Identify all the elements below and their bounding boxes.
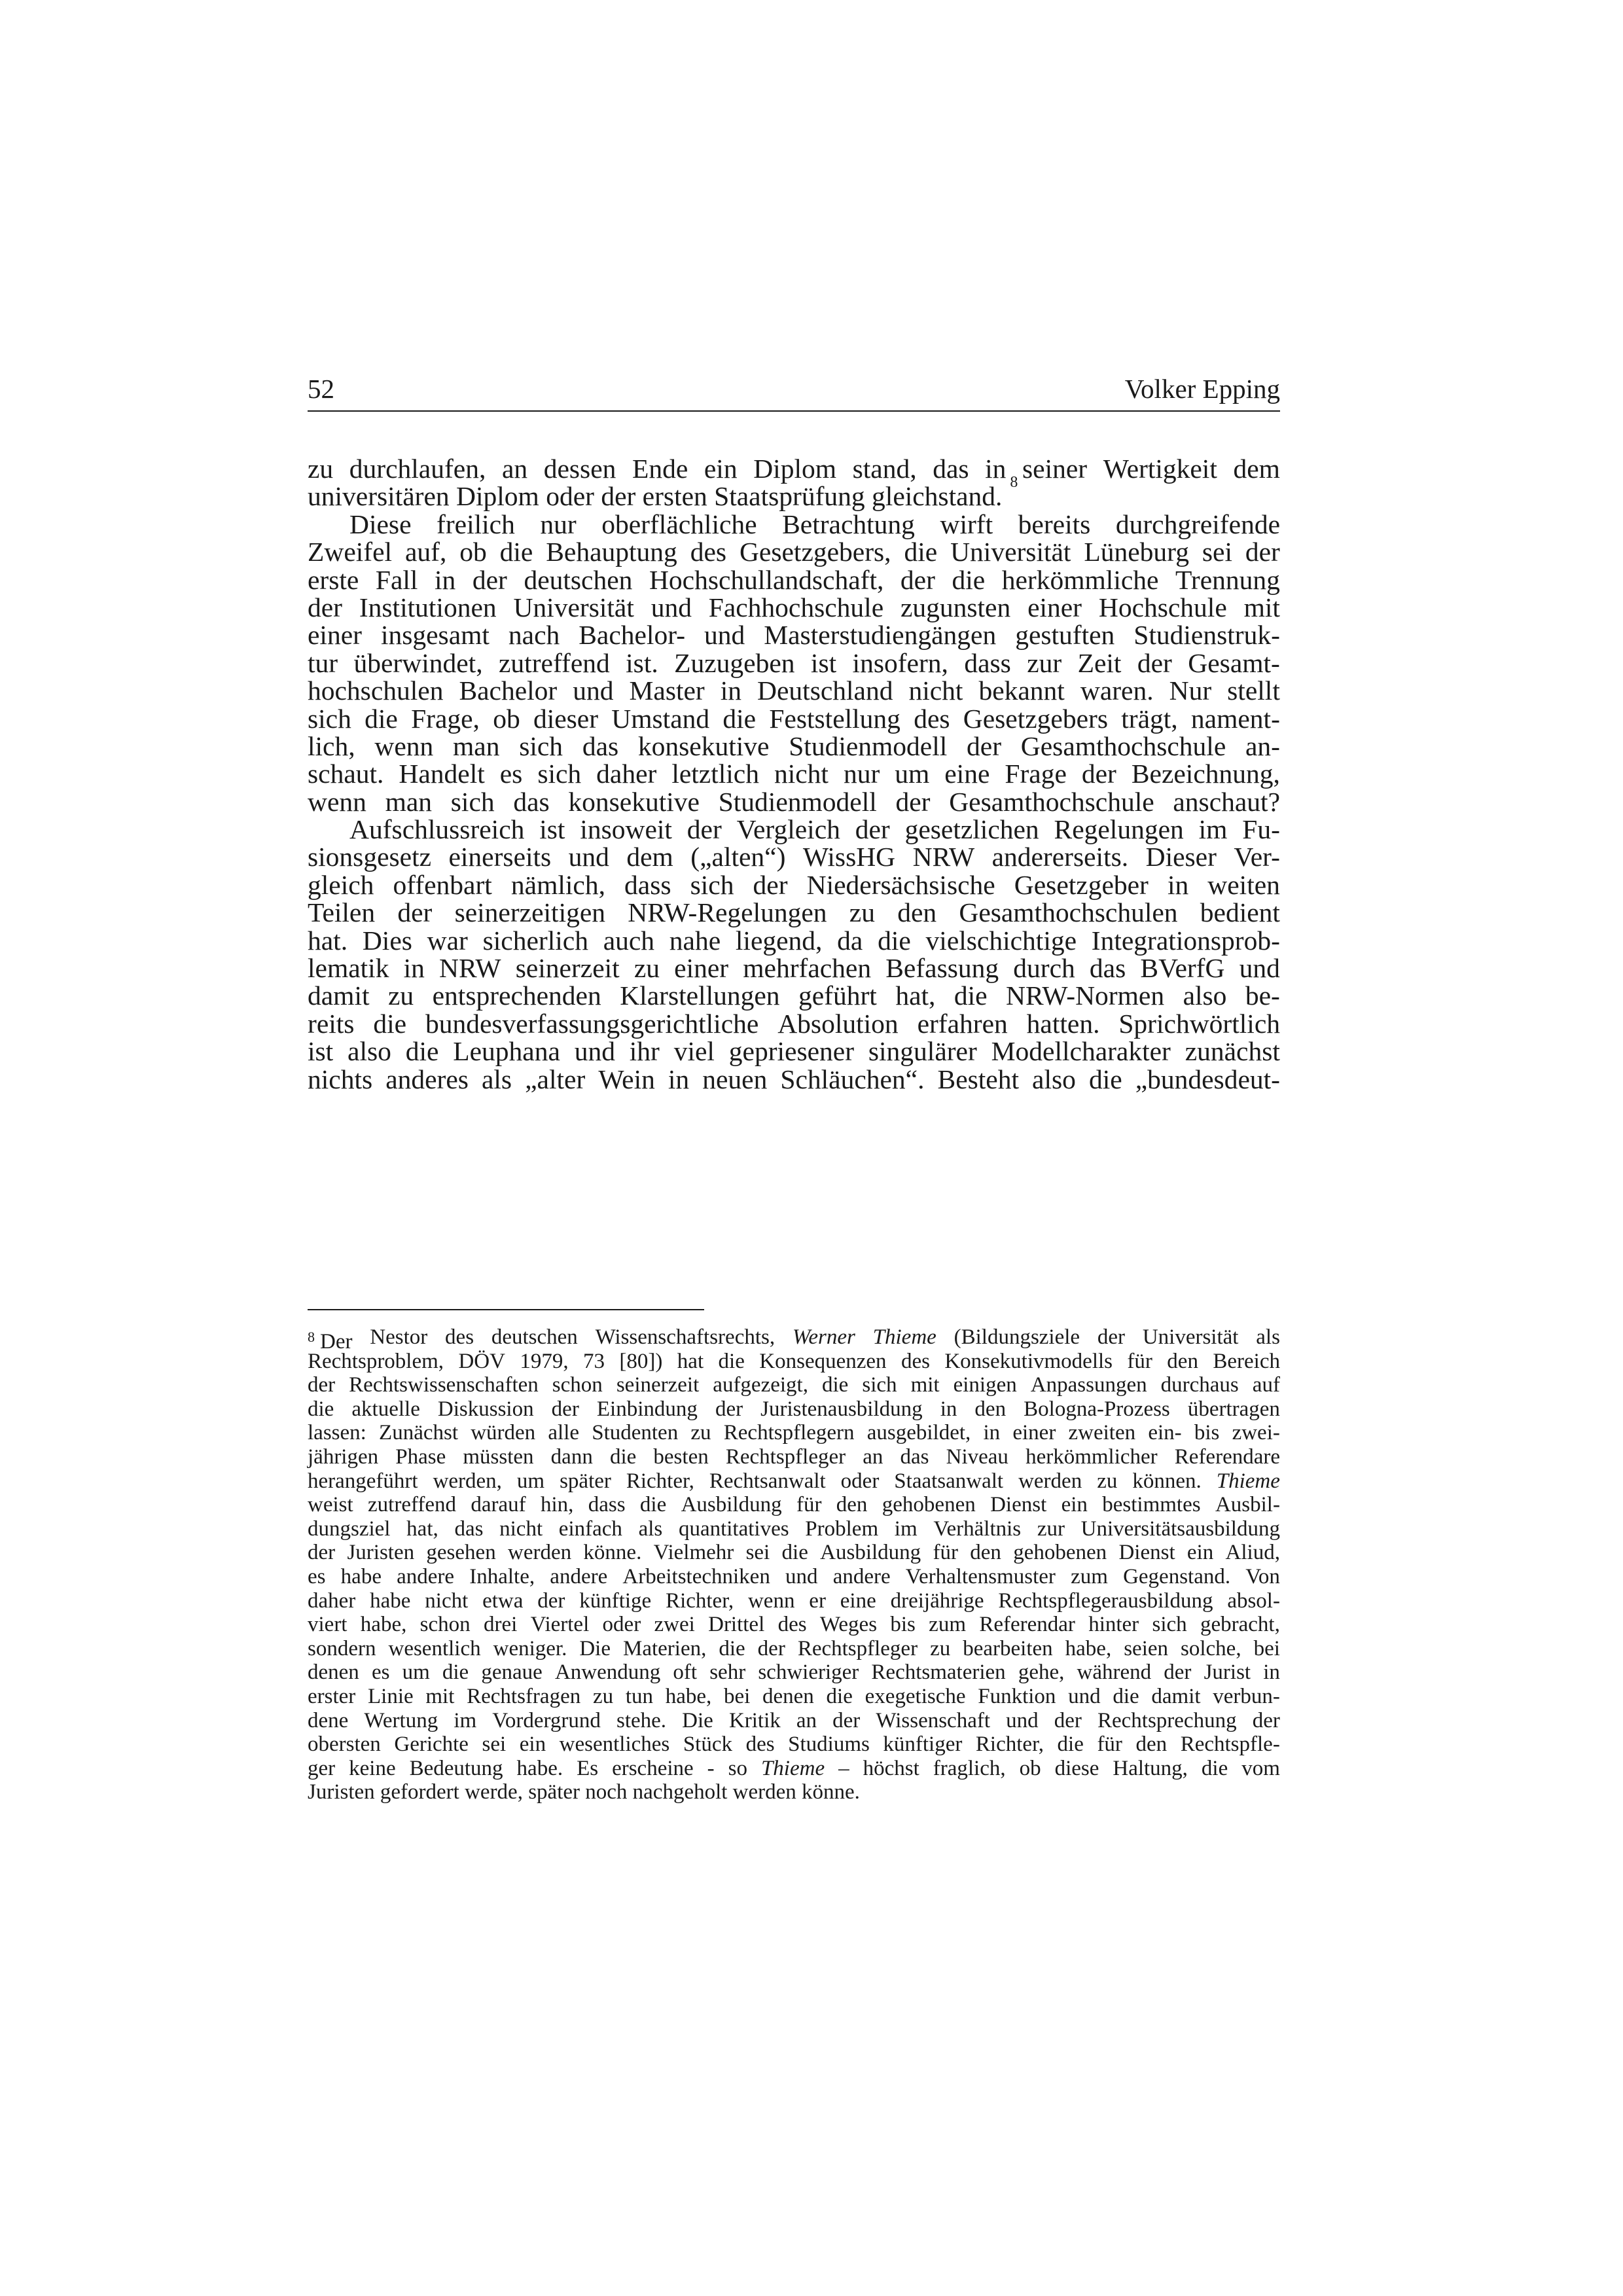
text-line: erste Fall in der deutschen Hochschullandschaft, der die herkömmliche Trennung [308,564,1280,595]
text-line: Zweifel auf, ob die Behauptung des Gesetzgebers, die Universität Lüneburg sei der [308,537,1280,567]
text-line: schaut. Handelt es sich daher letztlich nicht nur um eine Frage der Bezeichnung, [308,759,1280,789]
text-line [308,1780,1280,1804]
text-line: viert habe, schon drei Viertel oder zwei Drittel des Weges bis zum Referendar hinter sich gebracht, [308,1613,1280,1637]
text-line: weist zutreffend darauf hin, dass die Ausbildung für den gehobenen Dienst ein bestimmtes Ausbil- [308,1493,1280,1517]
text-line: einer insgesamt nach Bachelor- und Masterstudiengängen gestuften Studienstruk- [308,620,1280,651]
text-line: obersten Gerichte sei ein wesentliches Stück des Studiums künftiger Richter, die für den Rechtspfle- [308,1732,1280,1757]
main-text [308,455,1280,1093]
text-line: tur überwindet, zutreffend ist. Zuzugeben ist insofern, dass zur Zeit der Gesamt- [308,647,1280,678]
text-line: damit zu entsprechenden Klarstellungen geführt hat, die NRW-Normen also be- [308,980,1280,1011]
text-line: lematik in NRW seinerzeit zu einer mehrfachen Befassung durch das BVerfG und [308,953,1280,984]
text-line: Teilen der seinerzeitigen NRW-Regelungen zu den Gesamthochschulen bedient [308,897,1280,928]
page-header [308,370,1280,412]
text-line: erster Linie mit Rechtsfragen zu tun habe, bei denen die exegetische Funktion und die damit verbun- [308,1684,1280,1708]
text-line: hochschulen Bachelor und Master in Deutschland nicht bekannt waren. Nur stellt [308,675,1280,706]
text-line: hat. Dies war sicherlich auch nahe liegend, da die vielschichtige Integrationsprob- [308,925,1280,956]
text-line: $^8$ Der Nestor des deutschen Wissenschaftsrechts, Werner Thieme (Bildungsziele der Universität als [308,1325,1280,1354]
text-line: dungsziel hat, das nicht einfach als quantitatives Problem im Verhältnis zur Universitätsausbildung [308,1516,1280,1541]
text-line: sondern wesentlich weniger. Die Materien, die der Rechtspfleger zu bearbeiten habe, seien solche, bei [308,1636,1280,1660]
text-line: sionsgesetz einerseits und dem („alten“) WissHG NRW andererseits. Dieser Ver- [308,842,1280,872]
paragraph-1 [308,455,1280,511]
footnote-number: 8 [308,1329,315,1345]
text-line: wenn man sich das konsekutive Studienmodell der Gesamthochschule anschaut? [308,786,1280,817]
text-line: Aufschlussreich ist insoweit der Vergleich der gesetzlichen Regelungen im Fu- [349,814,1280,845]
paragraph-3 [308,816,1280,1093]
paragraph-2 [308,511,1280,816]
text-line: reits die bundesverfassungsgerichtliche Absolution erfahren hatten. Sprichwörtlich [308,1008,1280,1039]
text-line-content: Juristen gefordert werde, später noch nachgeholt werden könne. [308,1780,860,1804]
text-line: Rechtsproblem, DÖV 1979, 73 [80]) hat die Konsequenzen des Konsekutivmodells für den Bereich [308,1349,1280,1373]
text-line: ist also die Leuphana und ihr viel gepriesener singulärer Modellcharakter zunächst [308,1036,1280,1067]
text-line: jährigen Phase müssten dann die besten Rechtspfleger an das Niveau herkömmlicher Referendare [308,1444,1280,1469]
text-line: ger keine Bedeutung habe. Es erscheine - so Thieme – höchst fraglich, ob diese Haltung, die vom [308,1756,1280,1780]
page-number: 52 [308,374,334,404]
footnote-8 [308,1325,1280,1804]
text-line: zu durchlaufen, an dessen Ende ein Diplom stand, das in seiner Wertigkeit dem [308,454,1280,484]
footnote-reference[interactable]: 8 [1010,474,1018,492]
text-line-content: universitären Diplom oder der ersten Staatsprüfung gleichstand. [308,481,1003,512]
text-line: der Juristen gesehen werden könne. Vielmehr sei die Ausbildung für den gehobenen Dienst ein Aliud, [308,1541,1280,1565]
text-line: sich die Frage, ob dieser Umstand die Feststellung des Gesetzgebers trägt, nament- [308,703,1280,734]
text-line: lich, wenn man sich das konsekutive Studienmodell der Gesamthochschule an- [308,730,1280,761]
text-line: herangeführt werden, um später Richter, Rechtsanwalt oder Staatsanwalt werden zu können. Thieme [308,1469,1280,1493]
text-line: es habe andere Inhalte, andere Arbeitstechniken und andere Verhaltensmuster zum Gegenstand. Von [308,1564,1280,1588]
text-line: gleich offenbart nämlich, dass sich der Niedersächsische Gesetzgeber in weiten [308,869,1280,900]
text-line [308,474,1280,512]
text-line: nichts anderes als „alter Wein in neuen Schläuchen“. Besteht also die „bundesdeut- [308,1064,1280,1094]
text-line: daher habe nicht etwa der künftige Richter, wenn er eine dreijährige Rechtspflegerausbildung absol- [308,1588,1280,1613]
text-line: lassen: Zunächst würden alle Studenten zu Rechtspflegern ausgebildet, in einer zweiten ein- bis zwei- [308,1421,1280,1445]
text-line: der Institutionen Universität und Fachhochschule zugunsten einer Hochschule mit [308,592,1280,622]
text-line: denen es um die genaue Anwendung oft sehr schwieriger Rechtsmaterien gehe, während der Jurist in [308,1660,1280,1685]
text-line: der Rechtswissenschaften schon seinerzeit aufgezeigt, die sich mit einigen Anpassungen durchaus auf [308,1373,1280,1397]
text-line: Diese freilich nur oberflächliche Betrachtung wirft bereits durchgreifende [349,509,1280,539]
running-head-author: Volker Epping [1124,374,1280,404]
text-line: die aktuelle Diskussion der Einbindung der Juristenausbildung in den Bologna-Prozess übertragen [308,1397,1280,1421]
footnote-divider [308,1309,704,1310]
text-line: dene Wertung im Vordergrund stehe. Die Kritik an der Wissenschaft und der Rechtsprechung der [308,1708,1280,1732]
